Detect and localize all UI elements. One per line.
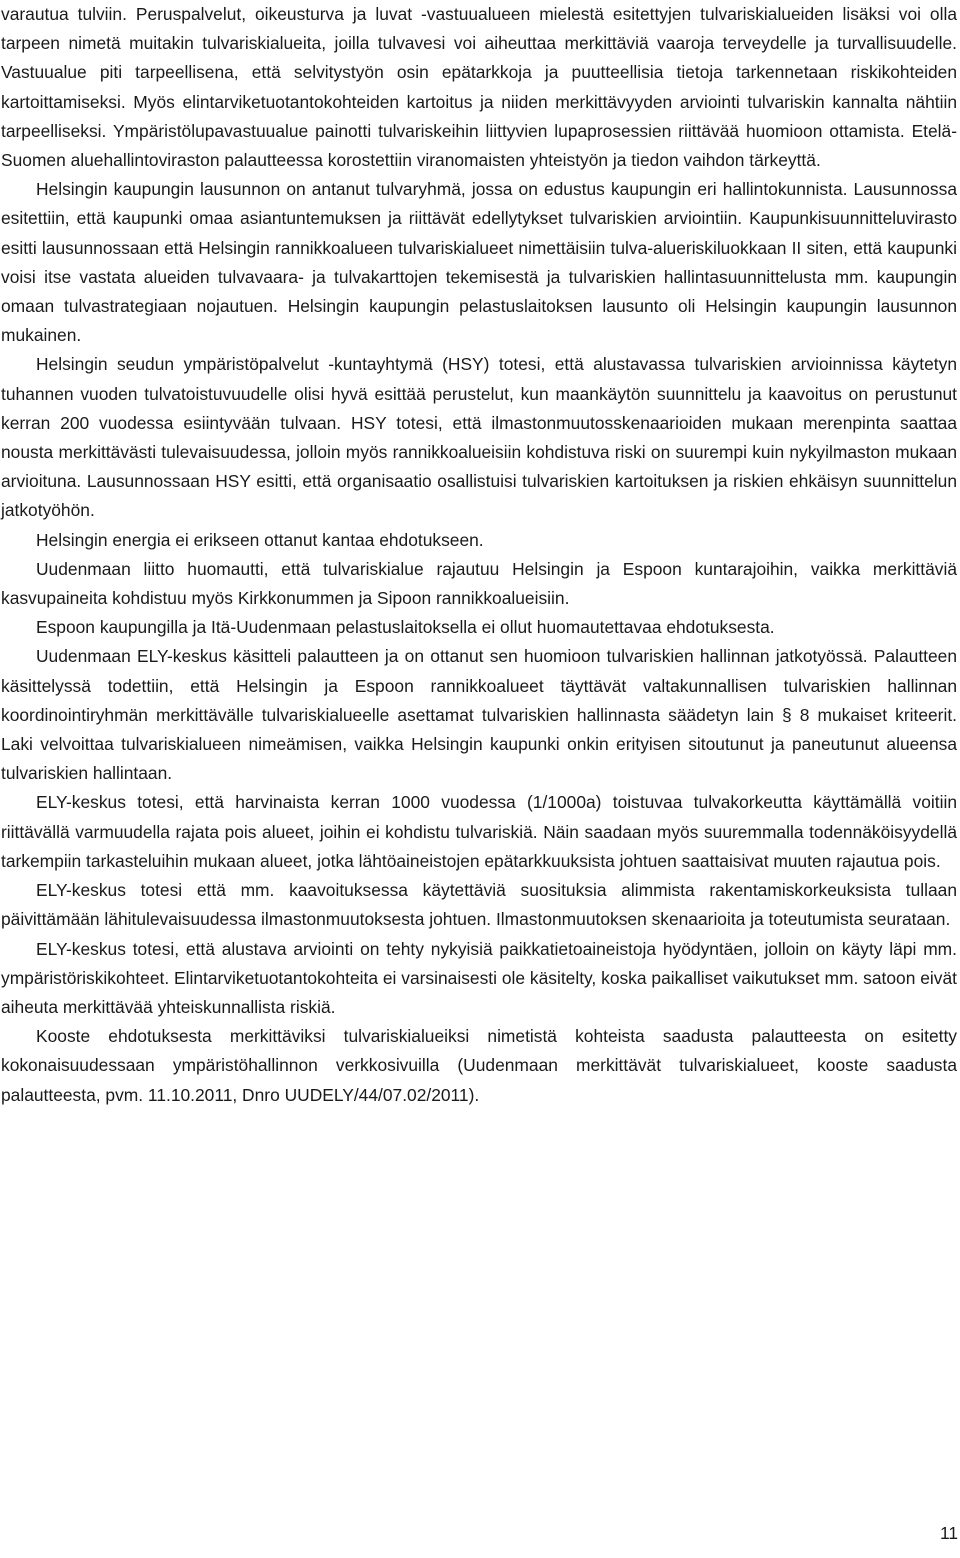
paragraph-espoo: Espoon kaupungilla ja Itä-Uudenmaan pelastuslaitoksella ei ollut huomautettavaa ehdotuksesta. (36, 617, 775, 638)
paragraph-ely-tulvakorkeus: ELY-keskus totesi, että harvinaista kerran 1000 vuodessa (1/1000a) toistuvaa tulvakorkeutta käyttämällä voitiin riittävällä varmuudella rajata pois alueet, joihin ei kohdistu tulvariskiä. Näin saadaan myös suuremmalla todennäköisyydellä tarkempiin tarkasteluihin mukaan alueet, jotka lähtöaineistojen epätarkkuuksista johtuen saattaisivat muuten rajautua pois. (1, 792, 957, 871)
paragraph-aluehallintovirasto: varautua tulviin. Peruspalvelut, oikeusturva ja luvat -vastuualueen mielestä esitettyjen tulvariskialueiden lisäksi voi olla tarpeen nimetä muitakin tulvariskialueita, joilla tulvavesi voi aiheuttaa merkittäviä vaaroja terveydelle ja turvallisuudelle. Vastuualue piti tarpeellisena, että selvitystyön osin epätarkkoja ja puutteellisia tietoja tarkennetaan riskikohteiden kartoittamiseksi. Myös elintarviketuotantokohteiden kartoitus ja niiden merkittävyyden arviointi tulvariskin kannalta nähtiin tarpeelliseksi. Ympäristölupavastuualue painotti tulvariskeihin liittyvien lupaprosessien riittävää huomioon ottamista. Etelä-Suomen aluehallintoviraston palautteessa korostettiin viranomaisten yhteistyön ja tiedon vaihdon tärkeyttä. (1, 4, 957, 171)
paragraph-ely-palaute: Uudenmaan ELY-keskus käsitteli palautteen ja on ottanut sen huomioon tulvariskien hallinnan jatkotyössä. Palautteen käsittelyssä todettiin, että Helsingin ja Espoon rannikkoalueet täyttävät valtakunnallisen tulvariskien hallinnan koordinointiryhmän merkittävälle tulvariskialueelle asettamat tulvariskien hallinnasta säädetyn lain § 8 mukaiset kriteerit. Laki velvoittaa tulvariskialueen nimeämisen, vaikka Helsingin kaupunki onkin erityisen sitoutunut ja paneutunut alueensa tulvariskien hallintaan. (1, 646, 957, 784)
paragraph-hsy: Helsingin seudun ympäristöpalvelut -kuntayhtymä (HSY) totesi, että alustavassa tulvariskien arvioinnissa käytetyn tuhannen vuoden tulvatoistuvuudelle olisi hyvä esittää perustelut, kun maankäytön suunnittelu ja kaavoitus on perustunut kerran 200 vuodessa esiintyvään tulvaan. HSY totesi, että ilmastonmuutosskenaarioiden mukaan merenpinta saattaa nousta merkittävästi tulevaisuudessa, jolloin myös rannikkoalueisiin kohdistuva riski on suurempi kuin nykyilmaston mukaan arvioituna. Lausunnossaan HSY esitti, että organisaatio osallistuisi tulvariskien kartoituksen ja riskien ehkäisyn suunnittelun jatkotyöhön. (1, 354, 957, 521)
body-text (1, 0, 957, 1110)
paragraph-ely-kaavoitus: ELY-keskus totesi että mm. kaavoituksessa käytettäviä suosituksia alimmista rakentamiskorkeuksista tullaan päivittämään lähitulevaisuudessa ilmastonmuutoksesta johtuen. Ilmastonmuutoksen skenaarioita ja toteutumista seurataan. (1, 880, 957, 930)
page-number: 11 (939, 1523, 958, 1543)
paragraph-helsingin-kaupunki: Helsingin kaupungin lausunnon on antanut tulvaryhmä, jossa on edustus kaupungin eri hallintokunnista. Lausunnossa esitettiin, että kaupunki omaa asiantuntemuksen ja riittävät edellytykset tulvariskien arviointiin. Kaupunkisuunnitteluvirasto esitti lausunnossaan että Helsingin rannikkoalueen tulvariskialueet nimettäisiin tulva-alueriskiluokkaan II siten, että kaupunki voisi itse vastata alueiden tulvavaara- ja tulvakarttojen tekemisestä ja tulvariskien hallintasuunnittelusta mm. kaupungin omaan tulvastrategiaan nojautuen. Helsingin kaupungin pelastuslaitoksen lausunto oli Helsingin kaupungin lausunnon mukainen. (1, 179, 957, 346)
paragraph-kooste: Kooste ehdotuksesta merkittäviksi tulvariskialueiksi nimetistä kohteista saadusta palautteesta on esitetty kokonaisuudessaan ympäristöhallinnon verkkosivuilla (Uudenmaan merkittävät tulvariskialueet, kooste saadusta palautteesta, pvm. 11.10.2011, Dnro UUDELY/44/07.02/2011). (1, 1026, 957, 1105)
paragraph-helsingin-energia: Helsingin energia ei erikseen ottanut kantaa ehdotukseen. (36, 529, 484, 550)
paragraph-ely-arviointi: ELY-keskus totesi, että alustava arviointi on tehty nykyisiä paikkatietoaineistoja hyödyntäen, jolloin on käyty läpi mm. ympäristöriskikohteet. Elintarviketuotantokohteita ei varsinaisesti ole käsitelty, koska paikalliset vaikutukset mm. satoon eivät aiheuta merkittävää yhteiskunnallista riskiä. (1, 938, 957, 1017)
paragraph-uudenmaan-liitto: Uudenmaan liitto huomautti, että tulvariskialue rajautuu Helsingin ja Espoon kuntarajoihin, vaikka merkittäviä kasvupaineita kohdistuu myös Kirkkonummen ja Sipoon rannikkoalueisiin. (1, 558, 957, 609)
